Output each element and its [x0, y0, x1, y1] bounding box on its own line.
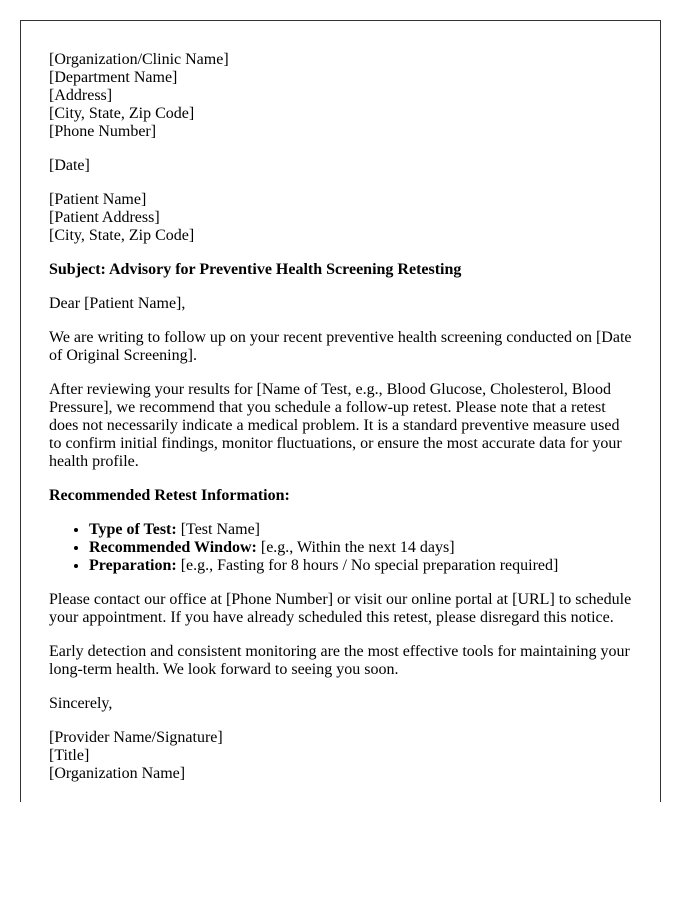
- recipient-block: [49, 191, 632, 245]
- salutation: Dear [Patient Name],: [49, 295, 186, 312]
- body-paragraph: After reviewing your results for [Name of Test, e.g., Blood Glucose, Cholesterol, Blood Pressure], we recommend that you schedule a follow-up retest. Please note that a retest does not necessarily indicate a medical problem. It is a standard preventive measure used to confirm initial findings, monitor fluctuations, or ensure the most accurate data for your health profile.: [49, 381, 622, 470]
- letter-page: [20, 20, 661, 802]
- item-label: Recommended Window:: [89, 539, 257, 556]
- body-paragraph: Early detection and consistent monitoring are the most effective tools for maintaining your long-term health. We look forward to seeing you soon.: [49, 643, 630, 678]
- sender-line: [City, State, Zip Code]: [49, 105, 195, 122]
- sender-line: [Address]: [49, 87, 113, 104]
- sender-line: [Phone Number]: [49, 123, 157, 140]
- recipient-line: [City, State, Zip Code]: [49, 227, 195, 244]
- body-paragraph: Please contact our office at [Phone Number] or visit our online portal at [URL] to schedule your appointment. If you have already scheduled this retest, please disregard this notice.: [49, 591, 632, 626]
- sender-line: [Organization/Clinic Name]: [49, 51, 229, 68]
- closing: Sincerely,: [49, 695, 113, 712]
- info-heading: Recommended Retest Information:: [49, 487, 290, 504]
- body-paragraph: We are writing to follow up on your recent preventive health screening conducted on [Date of Original Screening].: [49, 329, 632, 364]
- item-value: [e.g., Within the next 14 days]: [256, 539, 455, 556]
- signature-line: [Title]: [49, 747, 90, 764]
- sender-block: [49, 51, 632, 141]
- letter-date: [Date]: [49, 157, 90, 174]
- signature-line: [Provider Name/Signature]: [49, 729, 223, 746]
- sender-line: [Department Name]: [49, 69, 178, 86]
- subject-line: Subject: Advisory for Preventive Health Screening Retesting: [49, 261, 462, 278]
- item-value: [Test Name]: [176, 521, 261, 538]
- retest-info-list: [49, 521, 632, 575]
- signature-line: [Organization Name]: [49, 765, 186, 782]
- recipient-line: [Patient Address]: [49, 209, 160, 226]
- recipient-line: [Patient Name]: [49, 191, 147, 208]
- list-item: [89, 539, 632, 557]
- list-item: [89, 557, 632, 575]
- signature-block: [49, 729, 632, 783]
- item-label: Preparation:: [89, 557, 177, 574]
- list-item: [89, 521, 632, 539]
- item-label: Type of Test:: [89, 521, 177, 538]
- item-value: [e.g., Fasting for 8 hours / No special preparation required]: [176, 557, 559, 574]
